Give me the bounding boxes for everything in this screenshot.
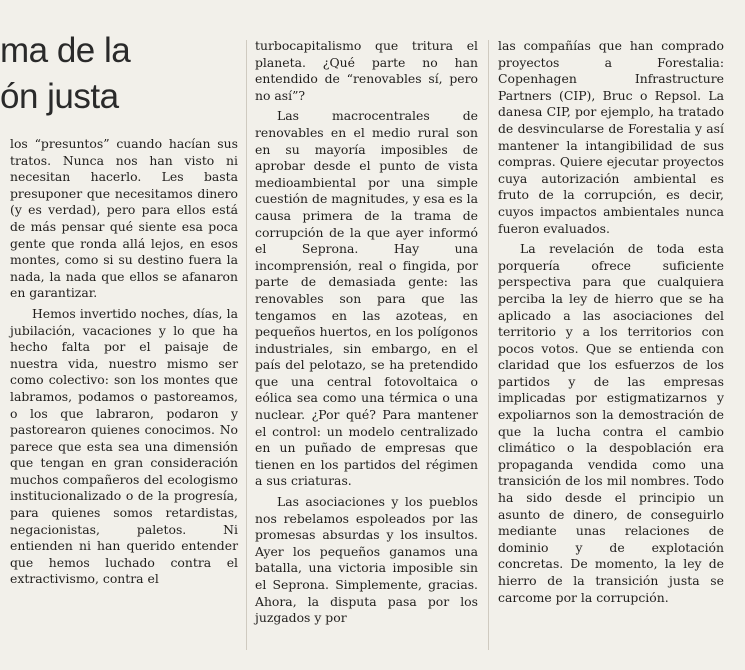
- headline-line-1: ma de la: [0, 31, 131, 70]
- headline-line-2: ón justa: [0, 77, 119, 116]
- headline: [0, 28, 240, 120]
- paragraph: La revelación de toda esta porquería ofrece suficiente perspectiva para que cualquiera perciba la ley de hierro que se ha aplicado a las asociaciones del territorio y a los territorios con pocos votos. Que se entienda con claridad que los esfuerzos de los partidos y de las empresas implicadas por estigmatizarnos y expoliarnos son la demostración de que la lucha contra el cambio climático o la despoblación era propaganda vendida como una transición de los mil nombres. Todo ha sido desde el principio un asunto de dinero, de conseguirlo mediante unas relaciones de dominio y de explotación concretas. De momento, la ley de hierro de la transición justa se carcome por la corrupción.: [498, 241, 724, 605]
- paragraph: Las asociaciones y los pueblos nos rebelamos espoleados por las promesas absurdas y los insultos. Ayer los pequeños ganamos una batalla, una victoria imposible sin el Seprona. Simplemente, gracias. Ahora, la disputa pasa por los juzgados y por: [255, 494, 478, 626]
- article-column-2: [255, 38, 478, 627]
- paragraph: turbocapitalismo que tritura el planeta. ¿Qué parte no han entendido de “renovables sí, pero no así”?: [255, 38, 478, 103]
- column-divider: [246, 40, 247, 650]
- column-divider: [488, 40, 489, 650]
- article-column-1: [10, 136, 238, 588]
- article-column-3: [498, 38, 724, 606]
- paragraph: las compañías que han comprado proyectos a Forestalia: Copenhagen Infrastructure Partners (CIP), Bruc o Repsol. La danesa CIP, por ejemplo, ha tratado de desvincularse de Forestalia y así mantener la intangibilidad de sus compras. Quiere ejecutar proyectos cuya autorización ambiental es fruto de la corrupción, es decir, cuyos impactos ambientales nunca fueron evaluados.: [498, 38, 724, 236]
- paragraph: Hemos invertido noches, días, la jubilación, vacaciones y lo que ha hecho falta por el paisaje de nuestra vida, nuestro mismo ser como colectivo: son los montes que labramos, podamos o pastoreamos, o los que labraron, podaron y pastorearon quienes conocimos. No parece que esta sea una dimensión que tengan en gran consideración muchos compañeros del ecologismo institucionalizado o de la progresía, para quienes somos retardistas, negacionistas, paletos. Ni entienden ni han querido entender que hemos luchado contra el extractivismo, contra el: [10, 305, 238, 587]
- paragraph: Las macrocentrales de renovables en el medio rural son en su mayoría imposibles de aprobar desde el punto de vista medioambiental por una simple cuestión de magnitudes, y esa es la causa primera de la trama de corrupción de la que ayer informó el Seprona. Hay una incomprensión, real o fingida, por parte de demasiada gente: las renovables son para que las tengamos en las azoteas, en pequeños huertos, en los polígonos industriales, sin embargo, en el país del pelotazo, se ha pretendido que una central fotovoltaica o eólica sea como una térmica o una nuclear. ¿Por qué? Para mantener el control: un modelo centralizado en un puñado de empresas que tienen en los partidos del régimen a sus criaturas.: [255, 108, 478, 489]
- paragraph: los “presuntos” cuando hacían sus tratos. Nunca nos han visto ni necesitan hacerlo. Les basta presuponer que necesitamos dinero (y es verdad), pero para ellos está de más pensar qué siente esa poca gente que ronda allá lejos, en esos montes, como si su destino fuera la nada, la nada que ellos se afanaron en garantizar.: [10, 136, 238, 301]
